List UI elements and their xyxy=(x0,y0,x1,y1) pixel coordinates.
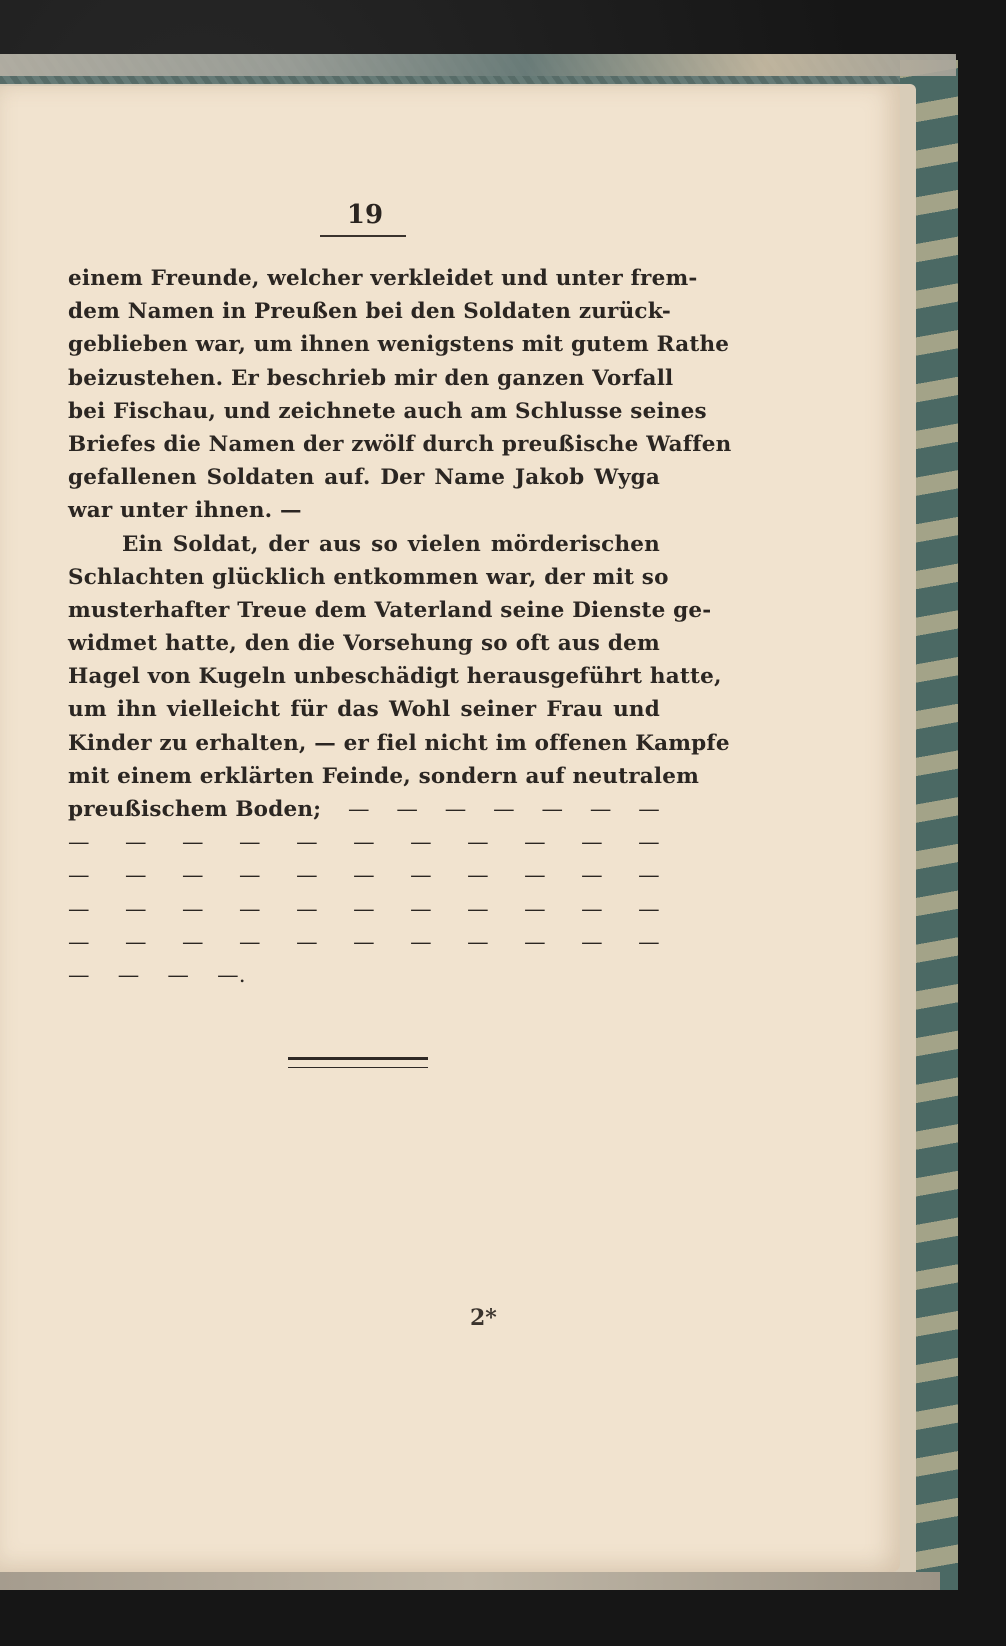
dash: — xyxy=(239,929,261,955)
text-line: einem Freunde, welcher verkleidet und unter frem- xyxy=(68,266,698,291)
dash: — xyxy=(182,896,204,922)
text-line: Hagel von Kugeln unbeschädigt herausgeführt hatte, xyxy=(68,664,722,690)
dash: — xyxy=(524,896,546,922)
dash: — xyxy=(353,830,375,856)
dash: — xyxy=(638,896,660,922)
dash: — xyxy=(296,863,318,889)
dash: — xyxy=(410,896,432,922)
dash: — xyxy=(296,929,318,955)
dash: — xyxy=(493,797,515,822)
text-line: bei Fischau, und zeichnete auch am Schlusse seines xyxy=(68,398,707,424)
dash: — xyxy=(182,863,204,889)
text-segment: preußischem Boden; xyxy=(68,797,322,822)
dash: — xyxy=(117,962,140,988)
dash: — xyxy=(524,863,546,889)
dash: — xyxy=(444,797,467,822)
dash-line xyxy=(68,926,660,959)
text-line: Ein Soldat, der aus so vielen mörderischen xyxy=(122,531,660,557)
dash: — xyxy=(638,830,660,856)
dash: — xyxy=(589,797,612,822)
dash: — xyxy=(581,929,603,955)
dash-line xyxy=(68,826,660,859)
text-line: widmet hatte, den die Vorsehung so oft aus dem xyxy=(68,631,660,657)
dash: — xyxy=(182,929,204,955)
dash: — xyxy=(467,929,489,955)
dash: — xyxy=(239,896,261,922)
dash: — xyxy=(68,863,90,889)
dash: — xyxy=(125,896,147,922)
body-text xyxy=(68,262,732,992)
section-end-rule xyxy=(288,1057,428,1068)
dash: — xyxy=(410,863,432,889)
dash: — xyxy=(353,929,375,955)
dash: — xyxy=(410,929,432,955)
text-line: Kinder zu erhalten, — er fiel nicht im offenen Kampfe xyxy=(68,730,730,756)
dash: — xyxy=(581,830,603,856)
dash: — xyxy=(68,896,90,922)
text-line: musterhafter Treue dem Vaterland seine Dienste ge- xyxy=(68,597,712,623)
dash: — xyxy=(296,830,318,856)
dash: — xyxy=(353,896,375,922)
dash: — xyxy=(467,863,489,889)
dash: — xyxy=(410,830,432,856)
dash: — xyxy=(524,830,546,856)
cover-bottom-edge xyxy=(0,1572,940,1590)
text-line: Schlachten glücklich entkommen war, der mit so xyxy=(68,564,669,590)
dash: — xyxy=(638,929,660,955)
dash: — xyxy=(296,896,318,922)
dash: — xyxy=(125,830,147,856)
signature-mark: 2* xyxy=(470,1305,497,1331)
text-line: gefallenen Soldaten auf. Der Name Jakob Wyga xyxy=(68,465,660,491)
dash-line xyxy=(68,859,660,892)
dash: — xyxy=(68,929,90,955)
dash: — xyxy=(638,797,660,822)
dash: — xyxy=(467,896,489,922)
dash: — xyxy=(581,863,603,889)
dash: —. xyxy=(217,962,246,988)
text-line: Briefes die Namen der zwölf durch preußische Waffen xyxy=(68,431,732,457)
dash: — xyxy=(167,962,190,988)
dash-line xyxy=(68,793,660,826)
dash: — xyxy=(638,863,660,889)
dash: — xyxy=(239,830,261,856)
page-number-rule xyxy=(320,235,406,237)
text-line: mit einem erklärten Feinde, sondern auf neutralem xyxy=(68,763,700,789)
dash: — xyxy=(467,830,489,856)
dash-line xyxy=(68,959,660,992)
dash: — xyxy=(125,929,147,955)
dash: — xyxy=(125,863,147,889)
dash: — xyxy=(239,863,261,889)
text-line: dem Namen in Preußen bei den Soldaten zurück- xyxy=(68,299,672,325)
dash: — xyxy=(581,896,603,922)
dash: — xyxy=(68,962,90,988)
dash: — xyxy=(396,797,419,822)
dash: — xyxy=(68,830,90,856)
dash: — xyxy=(347,797,370,822)
dash: — xyxy=(182,830,204,856)
dash: — xyxy=(353,863,375,889)
text-line: beizustehen. Er beschrieb mir den ganzen Vorfall xyxy=(68,365,674,391)
page-number: 19 xyxy=(346,200,384,230)
text-line: um ihn vielleicht für das Wohl seiner Frau und xyxy=(68,697,660,723)
text-line: geblieben war, um ihnen wenigstens mit gutem Rathe xyxy=(68,332,730,358)
dash: — xyxy=(541,797,564,822)
dash-line xyxy=(68,893,660,926)
text-line: war unter ihnen. — xyxy=(68,498,302,524)
cover-top-edge xyxy=(0,54,956,76)
dash: — xyxy=(524,929,546,955)
